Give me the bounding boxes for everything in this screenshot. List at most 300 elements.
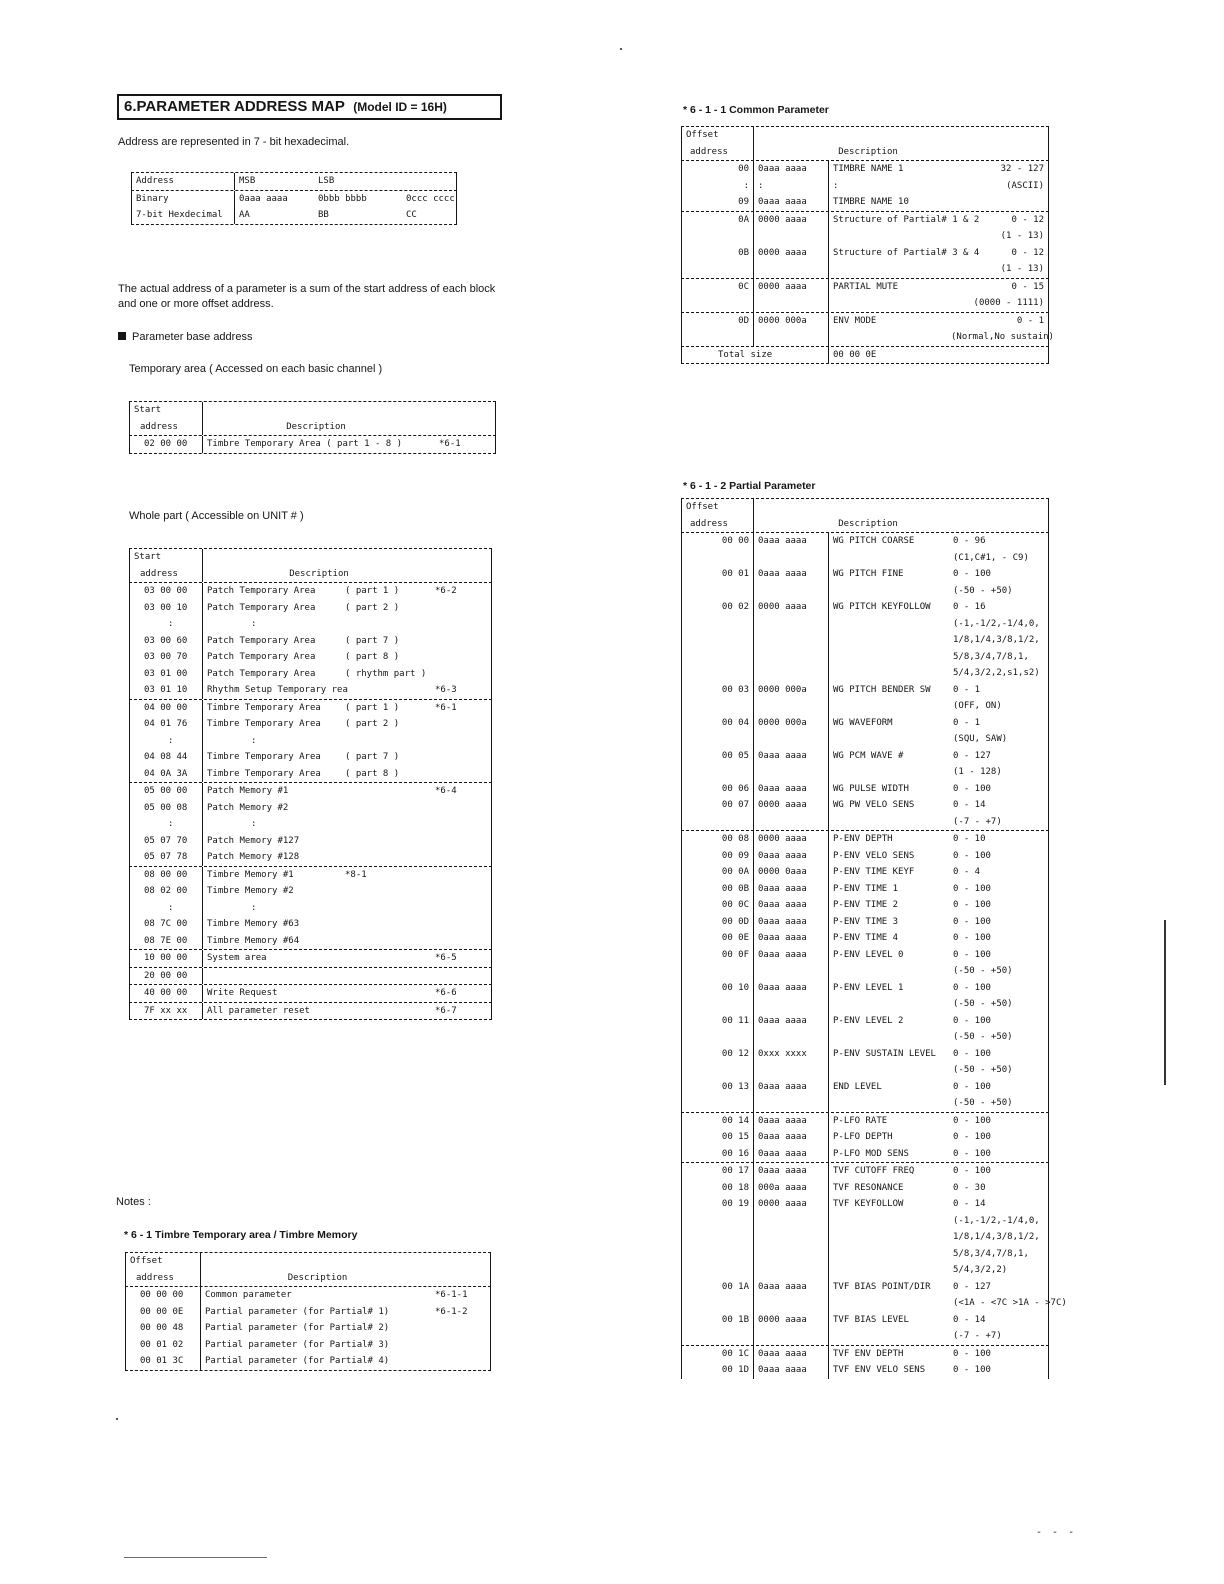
note-ref xyxy=(431,849,491,866)
part-label: ( part 8 ) xyxy=(345,652,400,662)
note-ref: *6-3 xyxy=(435,685,457,695)
value-range: (-7 - +7) xyxy=(953,816,1002,827)
table-row xyxy=(681,698,1049,715)
table-row xyxy=(681,194,1049,211)
offset-address: 00 1A xyxy=(682,1279,754,1296)
offset-address: 00 0B xyxy=(682,881,754,898)
part-label: ( part 7 ) xyxy=(345,635,400,646)
bit-pattern xyxy=(754,665,829,682)
binary-lsb: 0ccc cccc xyxy=(406,193,455,204)
table-row xyxy=(681,1079,1049,1096)
scan-dot xyxy=(116,1418,118,1420)
offset-address xyxy=(682,1246,754,1263)
offset-address: 00 17 xyxy=(682,1163,754,1180)
page-number-marks: - - - xyxy=(1036,1527,1077,1538)
value-range: 0 - 127 xyxy=(953,1281,991,1292)
value-range: 0 - 100 xyxy=(953,1048,991,1059)
value-range: 0 - 100 xyxy=(953,850,991,861)
bit-pattern: 0aaa aaaa xyxy=(754,1279,829,1296)
start-address: 04 01 76 xyxy=(130,716,203,733)
start-address: 20 00 00 xyxy=(130,968,203,985)
start-address: 05 00 00 xyxy=(130,783,203,800)
start-address: : xyxy=(130,816,203,833)
offset-address xyxy=(682,996,754,1013)
part-label xyxy=(341,682,431,699)
value-range: (<1A - <7C >1A - >7C) xyxy=(953,1298,1067,1308)
param-name: P-ENV TIME 1 xyxy=(833,883,899,894)
description: Patch Temporary Area xyxy=(207,602,316,613)
note-ref xyxy=(431,600,491,617)
bit-pattern: 0000 0aaa xyxy=(754,864,829,881)
note-ref xyxy=(431,716,491,733)
s612-h-address: address xyxy=(682,516,754,533)
title-model: (Model ID = 16H) xyxy=(353,100,447,114)
description: Patch Memory #128 xyxy=(207,852,300,862)
param-name: WG PW VELO SENS xyxy=(833,800,915,810)
table-row xyxy=(681,1346,1049,1363)
table-row xyxy=(129,649,492,666)
param-name: TIMBRE NAME 10 xyxy=(833,197,909,207)
margin-bar xyxy=(1164,920,1166,1085)
offset-address xyxy=(682,963,754,980)
binary-msb: 0aaa aaaa xyxy=(234,191,314,208)
param-name: TVF BIAS POINT/DIR xyxy=(833,1281,931,1292)
value-range: (Normal,No sustain) xyxy=(951,332,1054,342)
s61-header-row-1 xyxy=(125,1253,491,1270)
table-row xyxy=(681,1362,1049,1379)
part-label: ( part 1 ) xyxy=(345,586,400,596)
description xyxy=(203,968,341,985)
param-name: P-LFO MOD SENS xyxy=(833,1148,909,1159)
param-name: ENV MODE xyxy=(833,315,877,326)
param-name xyxy=(829,1262,951,1279)
value-range: (-1,-1/2,-1/4,0, xyxy=(953,1215,1040,1226)
bit-pattern xyxy=(754,814,829,831)
value-range: 0 - 100 xyxy=(953,1115,991,1126)
offset-address: 00 0F xyxy=(682,947,754,964)
offset-address: 00 18 xyxy=(682,1180,754,1197)
param-name: WG PITCH FINE xyxy=(833,569,904,579)
note-ref xyxy=(431,900,491,917)
value-range: 0 - 100 xyxy=(953,569,991,579)
table-row xyxy=(129,766,492,783)
value-range: 5/4,3/2,2) xyxy=(953,1265,1008,1275)
offset-address: 00 01 3C xyxy=(126,1353,201,1370)
table-row xyxy=(129,616,492,633)
param-name xyxy=(829,963,951,980)
description: Rhythm Setup Temporary rea xyxy=(207,685,348,695)
description: System area xyxy=(207,953,267,963)
value-range: 0 - 14 xyxy=(953,800,986,810)
s612-heading: * 6 - 1 - 2 Partial Parameter xyxy=(683,480,816,492)
page-title xyxy=(117,94,502,120)
start-address: 04 00 00 xyxy=(130,700,203,717)
offset-address xyxy=(682,698,754,715)
param-name: WG PITCH KEYFOLLOW xyxy=(833,602,931,612)
value-range: 0 - 100 xyxy=(953,1365,991,1375)
table-row xyxy=(681,1246,1049,1263)
start-address: 08 7E 00 xyxy=(130,933,203,950)
table-row xyxy=(681,583,1049,600)
table-row xyxy=(681,1328,1049,1345)
table-row xyxy=(129,716,492,733)
whole-h-description: Description xyxy=(289,568,349,579)
bit-pattern: 0000 aaaa xyxy=(754,797,829,814)
description: Timbre Temporary Area xyxy=(207,702,321,713)
bit-pattern: 0aaa aaaa xyxy=(754,748,829,765)
start-address: 03 00 60 xyxy=(130,633,203,650)
param-name xyxy=(829,1295,951,1312)
bit-pattern: 0aaa aaaa xyxy=(754,1146,829,1163)
param-name: END LEVEL xyxy=(833,1081,882,1092)
description: Timbre Temporary Area xyxy=(207,719,321,729)
offset-address: 00 10 xyxy=(682,980,754,997)
bit-pattern xyxy=(754,1295,829,1312)
bit-pattern: 0000 aaaa xyxy=(754,212,829,229)
bit-pattern xyxy=(754,1213,829,1230)
param-name xyxy=(829,632,951,649)
s611-h-description: Description xyxy=(838,146,898,157)
param-name: P-ENV DEPTH xyxy=(833,834,893,844)
temp-header-row-1 xyxy=(129,402,496,419)
start-address: 03 00 00 xyxy=(130,583,203,600)
note-ref: *6-4 xyxy=(435,786,457,796)
offset-address xyxy=(682,329,754,346)
table-row xyxy=(681,279,1049,296)
bit-pattern xyxy=(754,1029,829,1046)
note-ref xyxy=(431,883,491,900)
value-range: (1 - 13) xyxy=(1000,231,1044,241)
table-row xyxy=(129,985,492,1002)
table-row xyxy=(681,212,1049,229)
bit-pattern xyxy=(754,698,829,715)
s612-header-row-2 xyxy=(681,516,1049,533)
description: Patch Memory #1 xyxy=(207,786,289,796)
value-range: (-50 - +50) xyxy=(953,966,1013,976)
param-name xyxy=(829,583,951,600)
start-address: 7F xx xx xyxy=(130,1003,203,1020)
param-name: TVF RESONANCE xyxy=(833,1182,904,1193)
offset-address xyxy=(682,1262,754,1279)
value-range: 0 - 1 xyxy=(1016,315,1044,326)
param-name: WG PITCH COARSE xyxy=(833,536,915,546)
description: Patch Temporary Area xyxy=(207,586,316,596)
bit-pattern xyxy=(754,1095,829,1112)
note-ref xyxy=(431,1353,490,1370)
param-name: P-ENV LEVEL 0 xyxy=(833,949,904,960)
value-range: (0000 - 1111) xyxy=(973,298,1044,308)
offset-address xyxy=(682,1029,754,1046)
start-address: 04 08 44 xyxy=(130,749,203,766)
description: : xyxy=(251,819,257,829)
part-label xyxy=(341,800,431,817)
part-label: ( part 8 ) xyxy=(345,768,400,779)
whole-h-address: address xyxy=(130,566,203,583)
bit-pattern: 0000 aaaa xyxy=(754,1196,829,1213)
temp-h-start: Start xyxy=(130,402,203,419)
bit-pattern xyxy=(754,764,829,781)
offset-address xyxy=(682,1213,754,1230)
bit-pattern: 0aaa aaaa xyxy=(754,1113,829,1130)
value-range: 0 - 14 xyxy=(953,1199,986,1209)
bit-pattern xyxy=(754,616,829,633)
table-row xyxy=(681,764,1049,781)
description: Partial parameter (for Partial# 1) xyxy=(205,1306,390,1317)
start-address: 08 00 00 xyxy=(130,867,203,884)
table-row xyxy=(681,682,1049,699)
s611-header-row-1 xyxy=(681,127,1049,144)
bit-pattern: 0000 aaaa xyxy=(754,1312,829,1329)
value-range: 0 - 12 xyxy=(1011,214,1044,225)
param-name: WG PITCH BENDER SW xyxy=(833,684,931,695)
temp-h-address: address xyxy=(130,419,203,436)
whole-part-table xyxy=(129,548,492,1020)
offset-address xyxy=(682,1062,754,1079)
param-name xyxy=(829,1213,951,1230)
start-address: 08 02 00 xyxy=(130,883,203,900)
value-range: (-7 - +7) xyxy=(953,1331,1002,1341)
bit-pattern xyxy=(754,1062,829,1079)
footer-line xyxy=(124,1557,267,1558)
part-label: *8-1 xyxy=(345,869,367,880)
value-range: 0 - 4 xyxy=(953,867,981,877)
bit-pattern: 0000 000a xyxy=(754,682,829,699)
value-range: (ASCII) xyxy=(1006,180,1044,191)
table-row xyxy=(681,550,1049,567)
part-label xyxy=(341,1003,431,1020)
description: : xyxy=(251,902,257,913)
description: Common parameter xyxy=(205,1290,292,1300)
table-row xyxy=(681,261,1049,278)
bit-pattern xyxy=(754,329,829,346)
value-range: 0 - 100 xyxy=(953,883,991,894)
table-row xyxy=(129,733,492,750)
note-ref xyxy=(431,833,491,850)
bit-pattern: 0aaa aaaa xyxy=(754,1362,829,1379)
table-row xyxy=(681,1113,1049,1130)
table-row xyxy=(681,1163,1049,1180)
offset-address: 00 16 xyxy=(682,1146,754,1163)
offset-address xyxy=(682,295,754,312)
param-name xyxy=(829,764,951,781)
start-address: 05 07 70 xyxy=(130,833,203,850)
offset-address xyxy=(682,261,754,278)
param-name: : xyxy=(833,180,839,191)
table-row xyxy=(681,245,1049,262)
table-row xyxy=(129,666,492,683)
part-label: ( part 2 ) xyxy=(345,602,400,613)
s612-table xyxy=(681,498,1067,1379)
address-format-table xyxy=(131,172,457,225)
table-row xyxy=(129,633,492,650)
note-ref: *6-7 xyxy=(435,1005,457,1016)
part-label xyxy=(341,833,431,850)
title-text: 6.PARAMETER ADDRESS MAP xyxy=(124,98,345,115)
start-address: 03 00 70 xyxy=(130,649,203,666)
bit-pattern xyxy=(754,632,829,649)
start-address: 03 00 10 xyxy=(130,600,203,617)
param-name xyxy=(829,616,951,633)
scan-dot xyxy=(620,48,622,50)
temporary-area-table xyxy=(129,401,496,454)
offset-address: 00 02 xyxy=(682,599,754,616)
description: Timbre Memory #1 xyxy=(207,869,294,880)
table-row xyxy=(129,833,492,850)
description: Patch Temporary Area xyxy=(207,652,316,662)
bit-pattern xyxy=(754,963,829,980)
note-ref: *6-1 xyxy=(435,702,457,713)
bit-pattern xyxy=(754,1262,829,1279)
param-name xyxy=(829,1062,951,1079)
value-range: (-50 - +50) xyxy=(953,999,1013,1009)
s61-h-description: Description xyxy=(287,1272,348,1283)
addr-lsb: LSB xyxy=(318,176,335,186)
bit-pattern xyxy=(754,1246,829,1263)
table-row xyxy=(681,347,1049,364)
description: Partial parameter (for Partial# 2) xyxy=(205,1323,390,1333)
s61-header-row-2 xyxy=(125,1270,491,1287)
bit-pattern: 0aaa aaaa xyxy=(754,947,829,964)
value-range: 0 - 100 xyxy=(953,949,991,960)
table-row xyxy=(681,930,1049,947)
note-ref xyxy=(431,968,491,985)
value-range: (C1,C#1, - C9) xyxy=(953,552,1029,563)
offset-address xyxy=(682,583,754,600)
base-heading xyxy=(118,331,252,343)
value-range: 0 - 1 xyxy=(953,684,981,695)
start-address: 05 00 08 xyxy=(130,800,203,817)
param-name xyxy=(829,996,951,1013)
temp-h-description: Description xyxy=(286,421,346,432)
table-row xyxy=(681,748,1049,765)
value-range: 0 - 16 xyxy=(953,602,986,612)
table-row xyxy=(681,715,1049,732)
table-row xyxy=(681,566,1049,583)
table-row xyxy=(129,1003,492,1020)
param-name xyxy=(829,550,951,567)
bit-pattern: 0aaa aaaa xyxy=(754,1163,829,1180)
table-row xyxy=(681,228,1049,245)
bit-pattern: 0aaa aaaa xyxy=(754,566,829,583)
bit-pattern xyxy=(754,583,829,600)
total-size-label: Total size xyxy=(682,347,829,364)
total-size-value: 00 00 0E xyxy=(833,349,877,360)
offset-address: 00 19 xyxy=(682,1196,754,1213)
param-name xyxy=(829,261,947,278)
table-row xyxy=(129,783,492,800)
param-name: P-ENV LEVEL 2 xyxy=(833,1015,904,1026)
binary-label: Binary xyxy=(136,193,169,204)
table-row xyxy=(681,1229,1049,1246)
part-label xyxy=(341,816,431,833)
note-ref xyxy=(431,1320,490,1337)
note-ref xyxy=(431,666,491,683)
table-row xyxy=(681,947,1049,964)
table-row xyxy=(681,1013,1049,1030)
offset-address: 00 15 xyxy=(682,1129,754,1146)
offset-address: 0A xyxy=(682,212,754,229)
s612-h-description: Description xyxy=(838,518,898,529)
table-row xyxy=(129,900,492,917)
offset-address xyxy=(682,731,754,748)
offset-address xyxy=(682,1095,754,1112)
offset-address xyxy=(682,1229,754,1246)
bit-pattern: 0aaa aaaa xyxy=(754,980,829,997)
table-row xyxy=(129,968,492,985)
bit-pattern xyxy=(754,228,829,245)
value-range: 0 - 1 xyxy=(953,717,981,728)
part-label xyxy=(341,883,431,900)
param-name: PARTIAL MUTE xyxy=(833,281,899,292)
offset-address: 00 09 xyxy=(682,848,754,865)
bit-pattern: 000a aaaa xyxy=(754,1180,829,1197)
table-row xyxy=(681,665,1049,682)
addr-row-binary xyxy=(131,191,457,208)
part-label: ( part 7 ) xyxy=(345,752,400,762)
value-range: 0 - 100 xyxy=(953,916,991,927)
offset-address xyxy=(682,616,754,633)
table-row xyxy=(681,963,1049,980)
note-ref xyxy=(431,933,491,950)
addr-empty xyxy=(402,173,456,190)
table-row xyxy=(125,1337,491,1354)
table-row xyxy=(129,700,492,717)
part-label xyxy=(341,933,431,950)
addr-msb: MSB xyxy=(234,173,314,190)
param-name: TVF ENV VELO SENS xyxy=(833,1365,926,1375)
note-ref xyxy=(431,649,491,666)
bit-pattern xyxy=(754,261,829,278)
offset-address xyxy=(682,1295,754,1312)
bit-pattern xyxy=(754,731,829,748)
table-row xyxy=(681,848,1049,865)
description: Timbre Memory #2 xyxy=(207,886,294,896)
param-name: P-ENV TIME KEYF xyxy=(833,867,915,877)
table-row xyxy=(681,864,1049,881)
offset-address: 00 00 xyxy=(682,533,754,550)
bit-pattern xyxy=(754,550,829,567)
addr-label: Address xyxy=(136,176,174,186)
param-name xyxy=(829,698,951,715)
whole-header-row-2 xyxy=(129,566,492,583)
description: Patch Memory #2 xyxy=(207,802,289,813)
offset-address: 0C xyxy=(682,279,754,296)
value-range: (-50 - +50) xyxy=(953,585,1013,596)
bit-pattern: 0aaa aaaa xyxy=(754,914,829,931)
note-ref xyxy=(431,916,491,933)
value-range: 5/8,3/4,7/8,1, xyxy=(953,651,1029,662)
bit-pattern: 0aaa aaaa xyxy=(754,930,829,947)
table-row xyxy=(129,867,492,884)
bit-pattern xyxy=(754,1229,829,1246)
offset-address: 00 00 0E xyxy=(126,1304,201,1321)
param-name: P-ENV LEVEL 1 xyxy=(833,982,904,993)
part-label xyxy=(341,733,431,750)
param-name xyxy=(829,295,947,312)
table-row xyxy=(681,797,1049,814)
offset-address xyxy=(682,632,754,649)
param-name xyxy=(829,1229,951,1246)
table-row xyxy=(129,883,492,900)
bit-pattern xyxy=(754,996,829,1013)
value-range: (1 - 13) xyxy=(1000,264,1044,274)
table-row xyxy=(681,831,1049,848)
param-name: TVF BIAS LEVEL xyxy=(833,1314,909,1325)
value-range: 0 - 127 xyxy=(953,750,991,761)
value-range: 0 - 100 xyxy=(953,1015,991,1026)
param-name: P-LFO DEPTH xyxy=(833,1132,893,1142)
table-row xyxy=(681,781,1049,798)
